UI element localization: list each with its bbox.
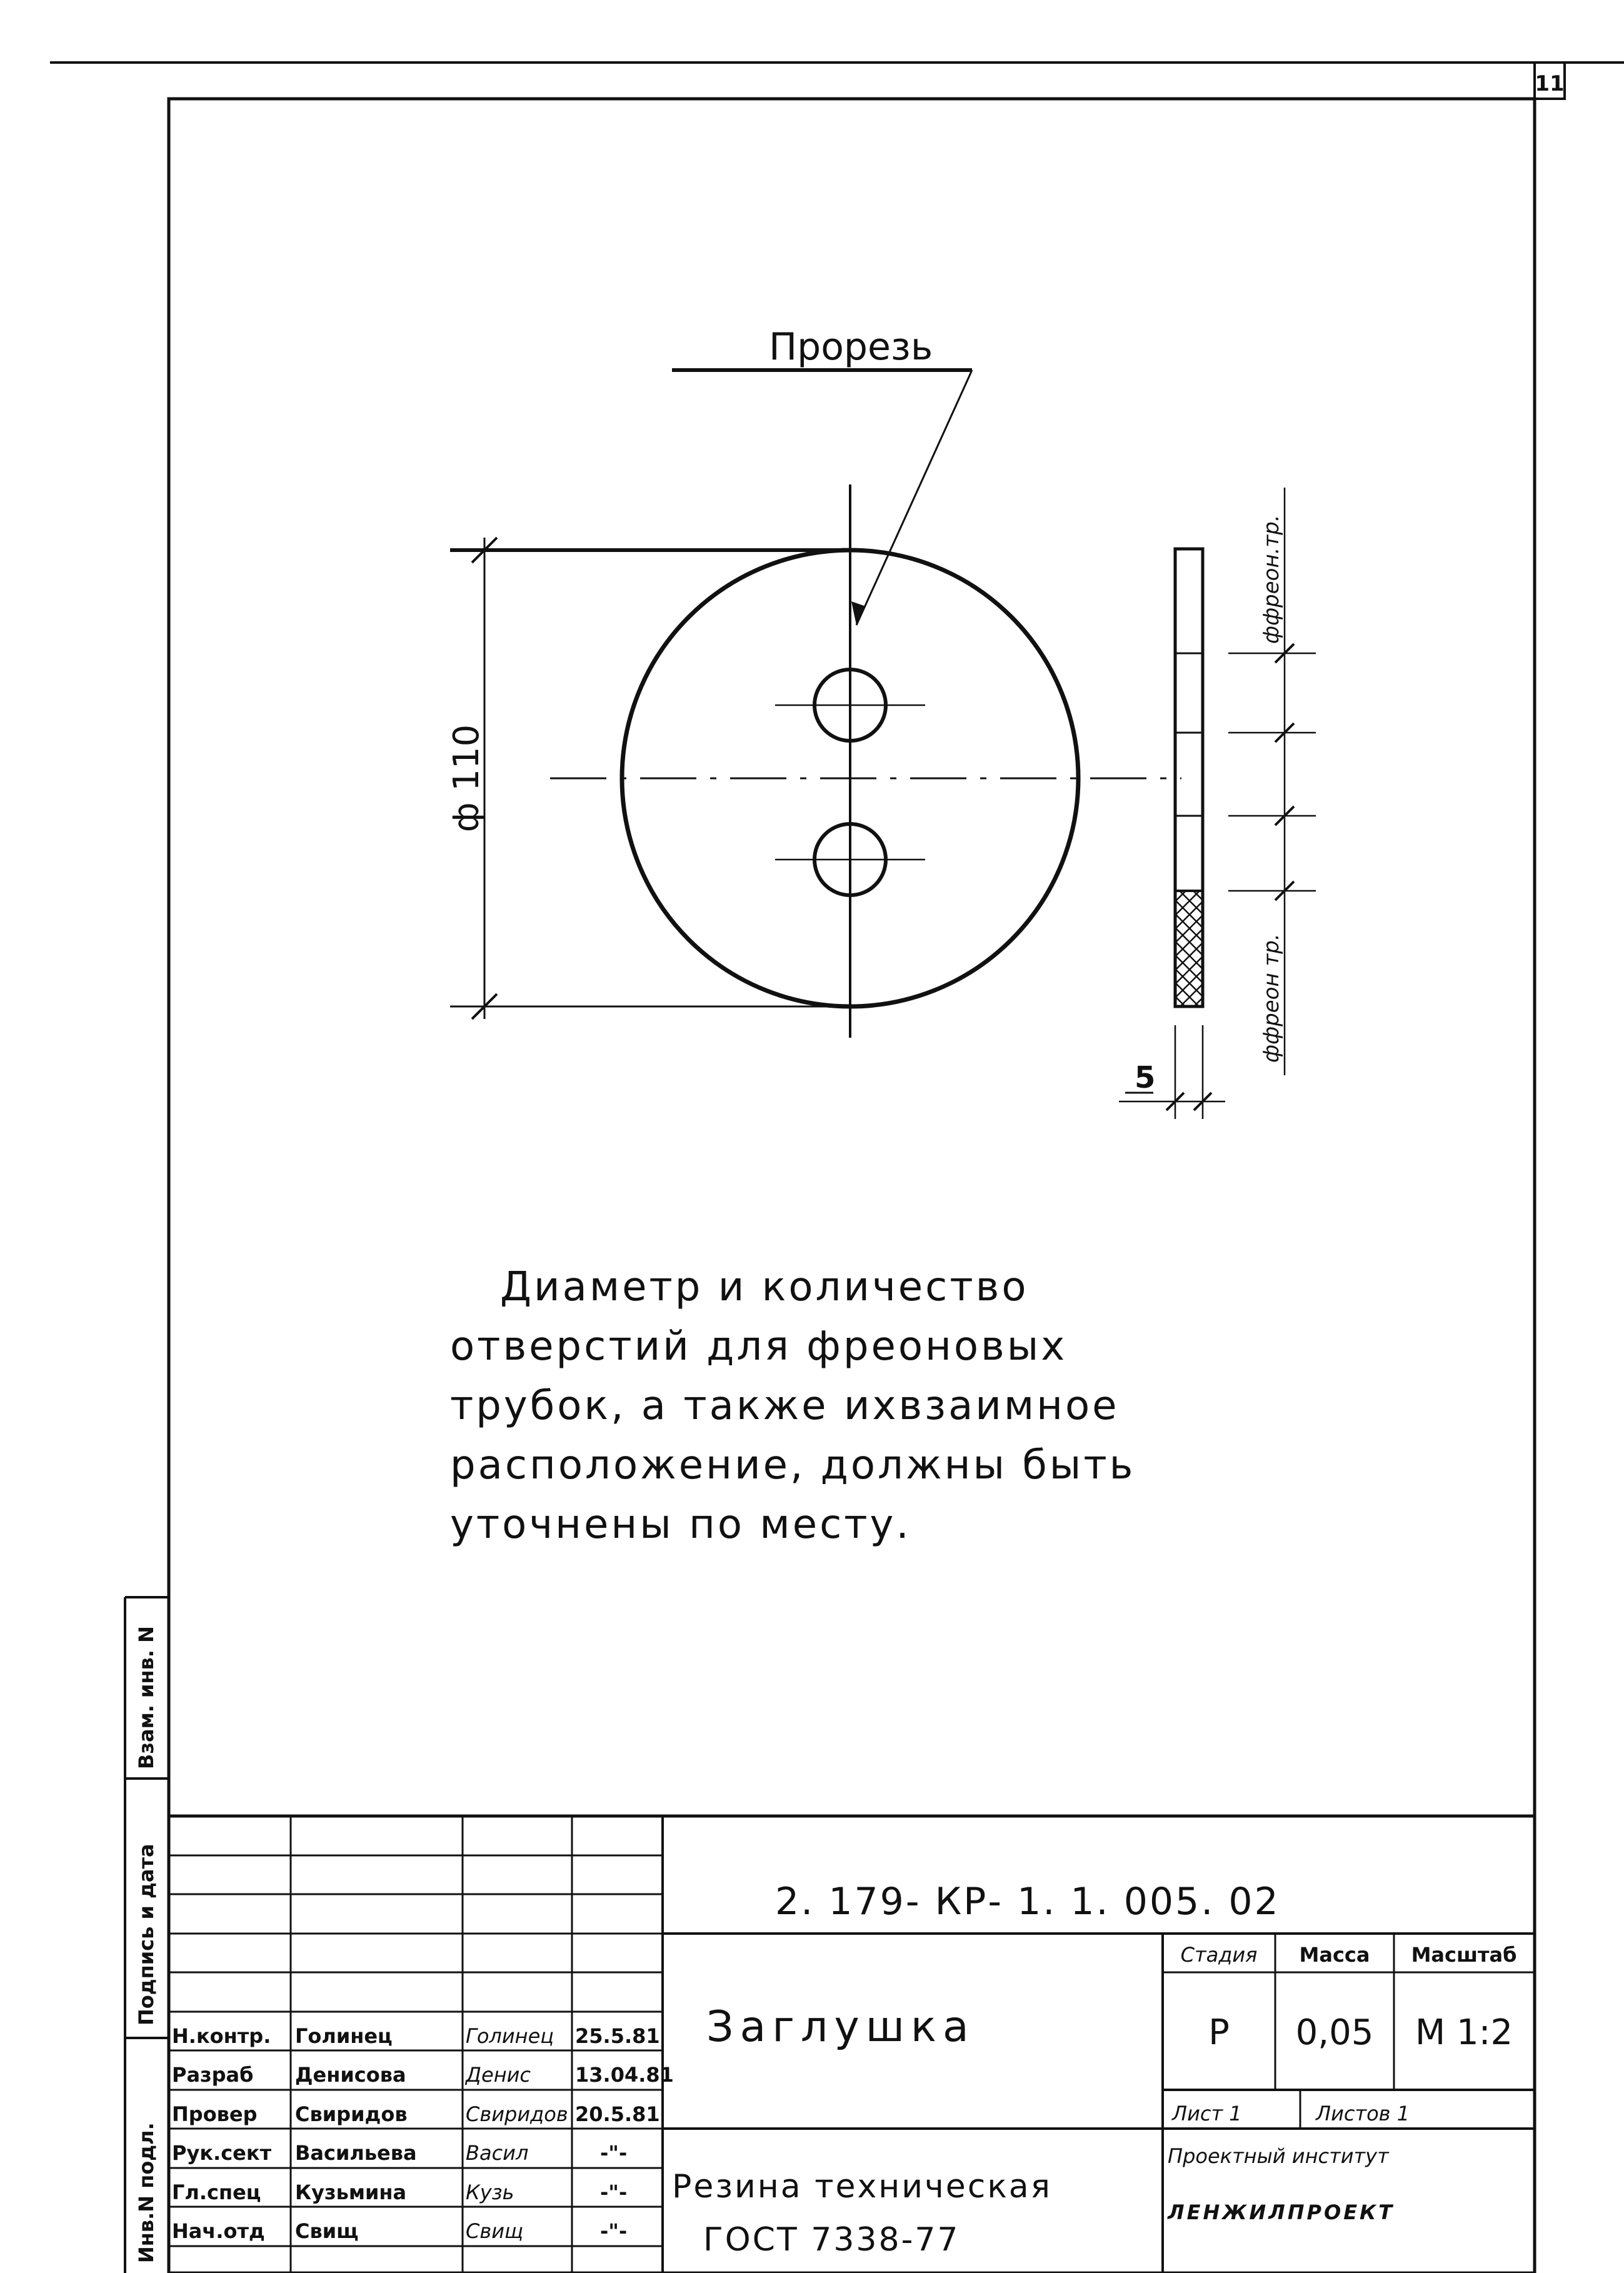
sig-signature: Голинец [466, 2024, 554, 2048]
sig-date: 20.5.81 [575, 2102, 660, 2126]
signature-row [172, 2219, 627, 2243]
sig-name: Голинец [295, 2024, 393, 2048]
stage-header: Стадия [1180, 1943, 1258, 1967]
sheet-label: Лист 1 [1172, 2102, 1242, 2125]
sig-role: Разраб [172, 2063, 254, 2087]
note-line-1: Диаметр и количество [500, 1264, 1029, 1310]
document-code: 2. 179- КР- 1. 1. 005. 02 [775, 1880, 1280, 1924]
sig-signature: Свиридов [466, 2102, 568, 2126]
sig-date: 25.5.81 [575, 2024, 660, 2048]
note-line-5: уточнены по месту. [450, 1502, 911, 1548]
sig-date: -"- [600, 2180, 628, 2204]
sig-role: Провер [172, 2102, 258, 2126]
material-line-2: ГОСТ 7338-77 [703, 2221, 960, 2259]
freon-label-bottom: ффреон тр. [1259, 933, 1284, 1063]
slot-leader-line [856, 370, 972, 625]
signature-row [172, 2063, 674, 2087]
sig-date: -"- [600, 2141, 628, 2165]
sig-signature: Денис [466, 2063, 531, 2087]
sig-name: Денисова [295, 2063, 406, 2087]
sig-name: Свищ [295, 2219, 359, 2243]
mass-header: Масса [1299, 1943, 1370, 1967]
freon-label-top: ффреон.тр. [1259, 514, 1284, 644]
sig-name: Свиридов [295, 2102, 408, 2126]
sig-role: Нач.отд [172, 2219, 265, 2243]
sig-role: Н.контр. [172, 2024, 271, 2048]
general-note [450, 1264, 1135, 1548]
side-view-section-hatch [1175, 891, 1203, 1006]
material-line-1: Резина техническая [672, 2168, 1052, 2205]
note-line-3: трубок, а также ихвзаимное [450, 1383, 1120, 1429]
sig-role: Рук.сект [172, 2141, 272, 2165]
signature-date-label: Подпись и дата [134, 1844, 158, 2025]
plug-front-view [550, 325, 1181, 1038]
signature-row [172, 2102, 660, 2126]
sig-role: Гл.спец [172, 2180, 261, 2204]
signature-row [172, 2141, 627, 2165]
note-line-2: отверстий для фреоновых [450, 1323, 1068, 1370]
sig-signature: Кузь [466, 2180, 514, 2204]
slot-label: Прорезь [769, 325, 933, 369]
sheet-number: 11 [1535, 71, 1565, 96]
sig-name: Васильева [295, 2141, 417, 2165]
item-name: Заглушка [706, 2002, 975, 2052]
sig-date: 13.04.81 [575, 2063, 674, 2087]
replace-inv-label: Взам. инв. N [134, 1626, 158, 1769]
sig-signature: Васил [466, 2141, 529, 2165]
scale-value: М 1:2 [1415, 2012, 1513, 2053]
sig-signature: Свищ [466, 2219, 524, 2243]
scale-header: Масштаб [1411, 1943, 1517, 1967]
stage-value: Р [1208, 2012, 1230, 2053]
signature-row [172, 2180, 627, 2204]
organization-line-1: Проектный институт [1168, 2144, 1389, 2168]
sheets-label: Листов 1 [1316, 2102, 1410, 2125]
side-stamp [125, 1597, 169, 2273]
plug-side-view [1119, 488, 1316, 1119]
note-line-4: расположение, должны быть [450, 1442, 1136, 1488]
signature-row [172, 2024, 660, 2048]
organization-line-2: ЛЕНЖИЛПРОЕКТ [1168, 2200, 1395, 2224]
thickness-label: 5 [1135, 1060, 1156, 1095]
sig-date: -"- [600, 2219, 628, 2243]
diameter-label: ф 110 [446, 724, 487, 833]
title-block [169, 1816, 1535, 2273]
sig-name: Кузьмина [295, 2180, 407, 2204]
inv-no-original-label: Инв.N подл. [134, 2122, 158, 2263]
mass-value: 0,05 [1295, 2012, 1374, 2053]
